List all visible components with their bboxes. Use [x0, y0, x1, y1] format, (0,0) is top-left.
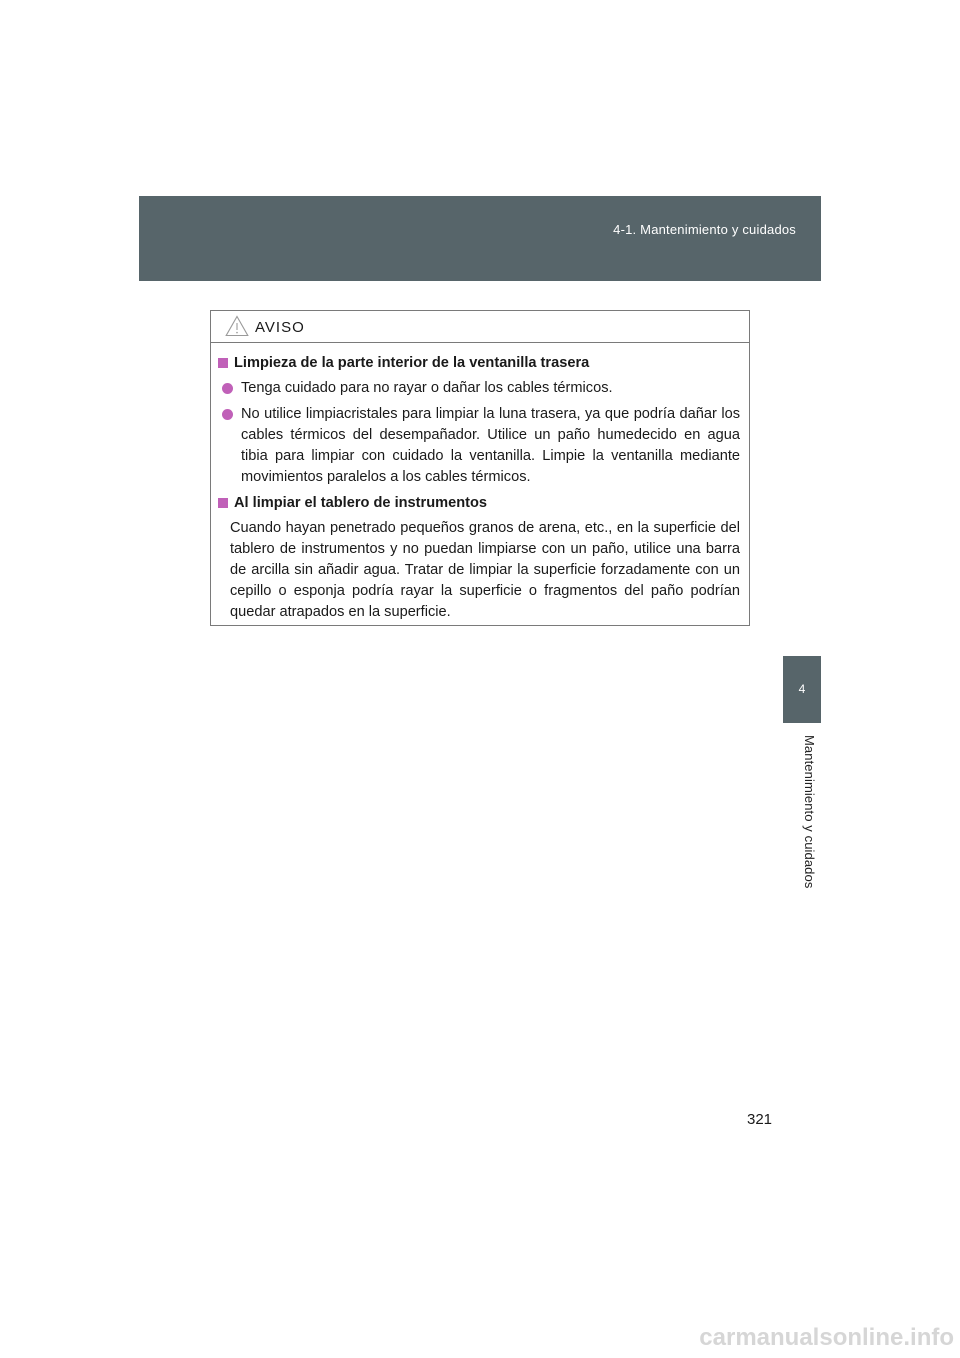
list-item-text: Tenga cuidado para no rayar o dañar los cables térmicos. — [241, 380, 613, 396]
warning-body — [211, 343, 749, 623]
warning-title: AVISO — [255, 319, 305, 336]
chapter-tab: 4 — [783, 656, 821, 723]
square-bullet-icon — [218, 498, 228, 508]
section-heading-text: Al limpiar el tablero de instrumentos — [234, 495, 488, 511]
section-heading — [218, 493, 740, 514]
section-heading-text: Limpieza de la parte interior de la ventanilla trasera — [234, 355, 590, 371]
list-item — [218, 404, 740, 488]
warning-triangle-icon — [225, 315, 249, 337]
list-item-text: No utilice limpiacristales para limpiar la luna trasera, ya que podría dañar los cables térmicos del desempañador. Utilice un paño humedecido en agua tibia para limpiar con cuidado la ventanilla. Limpie la ventanilla mediante movimientos paralelos a los cables térmicos. — [241, 406, 740, 485]
section-heading — [218, 353, 740, 374]
watermark: carmanualsonline.info — [699, 1324, 954, 1351]
circle-bullet-icon — [222, 383, 233, 394]
circle-bullet-icon — [222, 409, 233, 420]
square-bullet-icon — [218, 358, 228, 368]
section-title: 4-1. Mantenimiento y cuidados — [613, 222, 796, 237]
header-band — [139, 196, 821, 281]
page-number: 321 — [747, 1111, 773, 1128]
list-item — [218, 378, 740, 399]
chapter-label: Mantenimiento y cuidados — [802, 735, 817, 889]
warning-header — [211, 311, 749, 343]
warning-box — [210, 310, 750, 626]
section-paragraph: Cuando hayan penetrado pequeños granos de arena, etc., en la superficie del tablero de instrumentos y no puedan limpiarse con un paño, utilice una barra de arcilla sin añadir agua. Tratar de limpiar la superficie forzadamente con un cepillo o esponja podría rayar la superficie o fragmentos del paño podrían quedar atrapados en la superficie. — [230, 520, 740, 620]
